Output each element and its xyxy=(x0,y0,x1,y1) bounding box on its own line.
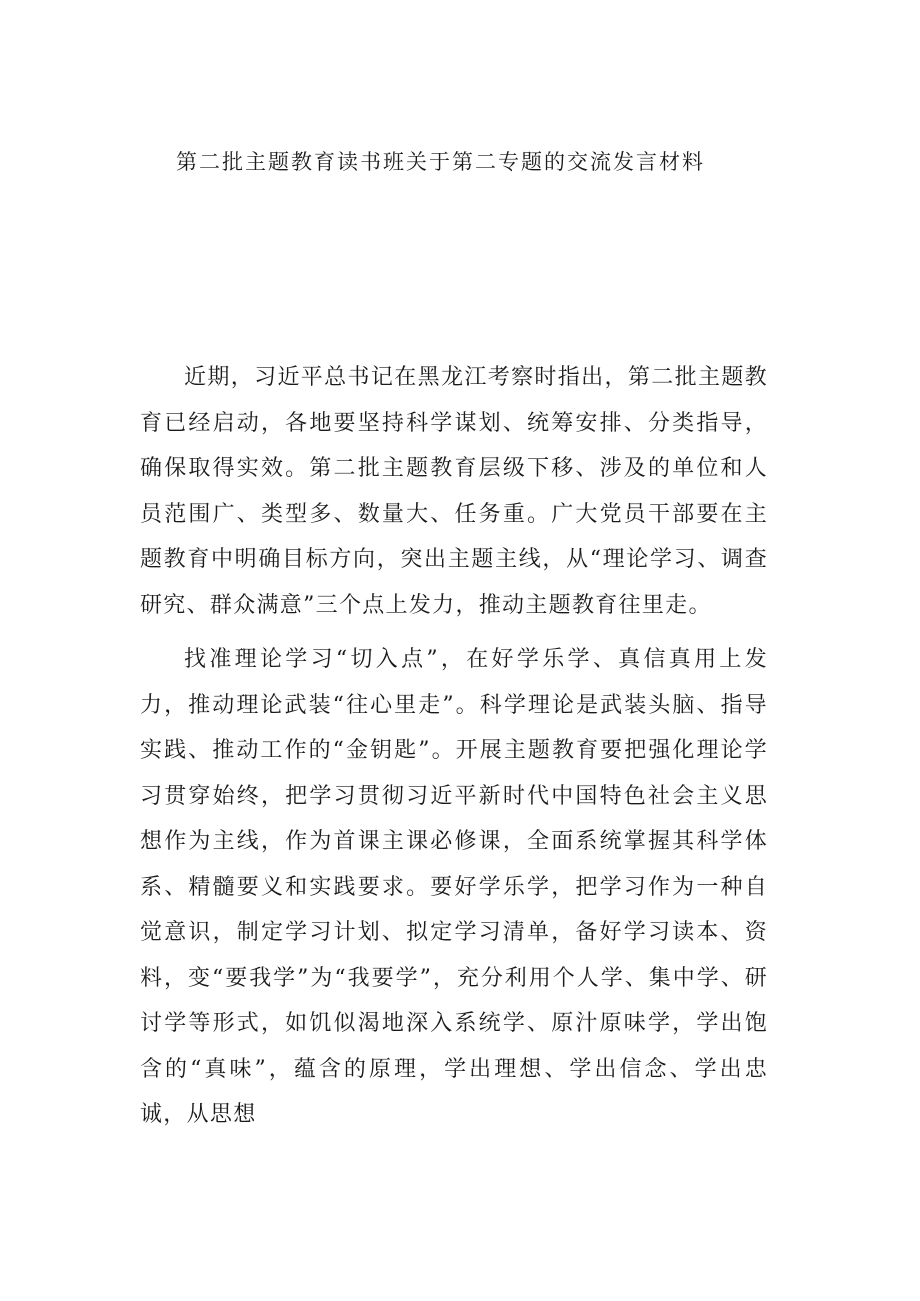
paragraph-intro: 近期，习近平总书记在黑龙江考察时指出，第二批主题教育已经启动，各地要坚持科学谋划、统筹安排、分类指导，确保取得实效。第二批主题教育层级下移、涉及的单位和人员范围广、类型多、数量大、任务重。广大党员干部要在主题教育中明确目标方向，突出主题主线，从“理论学习、调查研究、群众满意”三个点上发力，推动主题教育往里走。 xyxy=(140,365,768,618)
document-title: 第二批主题教育读书班关于第二专题的交流发言材料 xyxy=(176,150,705,174)
paragraph-theory-study: 找准理论学习“切入点”，在好学乐学、真信真用上发力，推动理论武装“往心里走”。科学理论是武装头脑、指导实践、推动工作的“金钥匙”。开展主题教育要把强化理论学习贯穿始终，把学习贯彻习近平新时代中国特色社会主义思想作为主线，作为首课主课必修课，全面系统掌握其科学体系、精髓要义和实践要求。要好学乐学，把学习作为一种自觉意识，制定学习计划、拟定学习清单，备好学习读本、资料，变“要我学”为“我要学”，充分利用个人学、集中学、研讨学等形式，如饥似渴地深入系统学、原汁原味学，学出饱含的“真味”，蕴含的原理，学出理想、学出信念、学出忠诚，从思想 xyxy=(140,647,768,1127)
